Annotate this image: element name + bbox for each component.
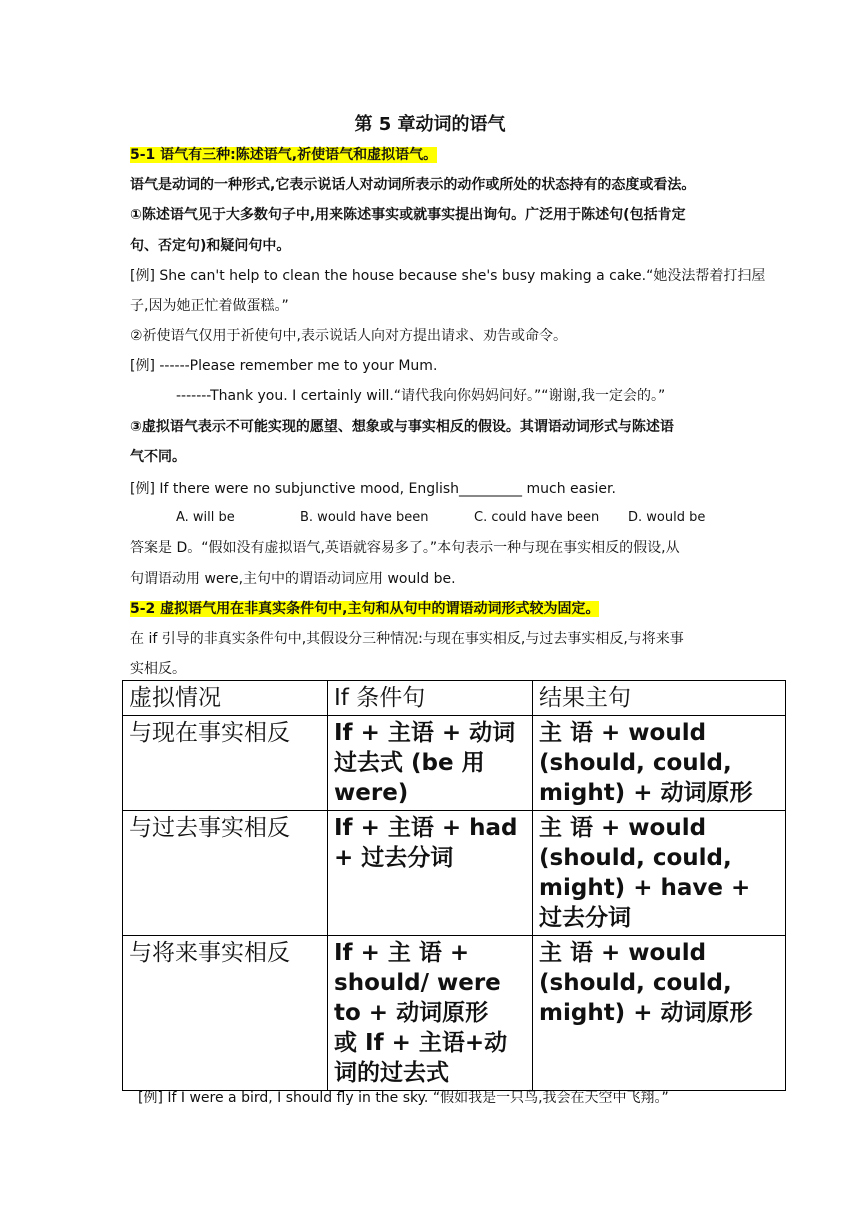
header-situation: 虚拟情况 <box>123 681 328 716</box>
option-d: D. would be <box>628 510 706 525</box>
row-situation: 与将来事实相反 <box>123 936 328 1091</box>
row-if-clause: If + 主语 + had + 过去分词 <box>328 811 533 936</box>
option-b: B. would have been <box>300 510 429 525</box>
row-main-clause: 主 语 + would (should, could, might) + 动词原形 <box>533 936 786 1091</box>
row-main-clause: 主 语 + would (should, could, might) + have + 过去分词 <box>533 811 786 936</box>
section-2-heading <box>130 599 599 619</box>
row-situation: 与过去事实相反 <box>123 811 328 936</box>
table-header-row <box>123 681 786 716</box>
section-1-heading-text: 5-1 语气有三种:陈述语气,祈使语气和虚拟语气。 <box>130 147 438 163</box>
row-situation: 与现在事实相反 <box>123 716 328 811</box>
table-row <box>123 811 786 936</box>
option-c: C. could have been <box>474 510 600 525</box>
point-2: ②祈使语气仅用于祈使句中,表示说话人向对方提出请求、劝告或命令。 <box>130 328 567 344</box>
section-2-intro-line-1: 在 if 引导的非真实条件句中,其假设分三种情况:与现在事实相反,与过去事实相反,与将来事 <box>130 631 684 647</box>
row-if-clause-alt: 或 If + 主语+动词的过去式 <box>334 1030 508 1086</box>
page-title: 第 5 章动词的语气 <box>354 114 506 135</box>
point-3-line-1: ③虚拟语气表示不可能实现的愿望、想象或与事实相反的假设。其谓语动词形式与陈述语 <box>130 419 674 435</box>
subjunctive-table <box>122 680 786 1091</box>
point-1-line-2: 句、否定句)和疑问句中。 <box>130 238 291 254</box>
table-row <box>123 716 786 811</box>
example-3: [例] If there were no subjunctive mood, English_________ much easier. <box>130 481 616 497</box>
example-1-line-1: [例] She can't help to clean the house because she's busy making a cake.“她没法帮着打扫屋 <box>130 268 766 284</box>
point-3-line-2: 气不同。 <box>130 449 186 465</box>
section-2-intro-line-2: 实相反。 <box>130 661 186 677</box>
section-1-intro: 语气是动词的一种形式,它表示说话人对动词所表示的动作或所处的状态持有的态度或看法。 <box>130 177 696 193</box>
example-1-line-2: 子,因为她正忙着做蛋糕。” <box>130 298 289 314</box>
point-1-line-1: ①陈述语气见于大多数句子中,用来陈述事实或就事实提出询句。广泛用于陈述句(包括肯定 <box>130 207 686 223</box>
section-1-heading <box>130 145 437 165</box>
section-2-heading-text: 5-2 虚拟语气用在非真实条件句中,主句和从句中的谓语动词形式较为固定。 <box>130 601 600 617</box>
answer-line-2: 句谓语动用 were,主句中的谓语动词应用 would be. <box>130 571 456 587</box>
final-example: [例] If I were a bird, I should fly in the sky. “假如我是一只鸟,我会在天空中飞翔。” <box>138 1090 669 1106</box>
header-main-clause: 结果主句 <box>533 681 786 716</box>
header-if-clause: If 条件句 <box>328 681 533 716</box>
row-main-clause: 主 语 + would (should, could, might) + 动词原形 <box>533 716 786 811</box>
row-if-clause-cell <box>328 936 533 1091</box>
table-row <box>123 936 786 1091</box>
row-if-clause: If + 主 语 + should/ were to + 动词原形 <box>334 940 501 1026</box>
example-2-line-1: [例] ------Please remember me to your Mum. <box>130 358 438 374</box>
example-2-line-2: -------Thank you. I certainly will.“请代我向你妈妈问好。”“谢谢,我一定会的。” <box>176 388 666 404</box>
answer-line-1: 答案是 D。“假如没有虚拟语气,英语就容易多了。”本句表示一种与现在事实相反的假设,从 <box>130 540 680 556</box>
row-if-clause: If + 主语 + 动词过去式 (be 用 were) <box>328 716 533 811</box>
option-a: A. will be <box>176 510 235 525</box>
